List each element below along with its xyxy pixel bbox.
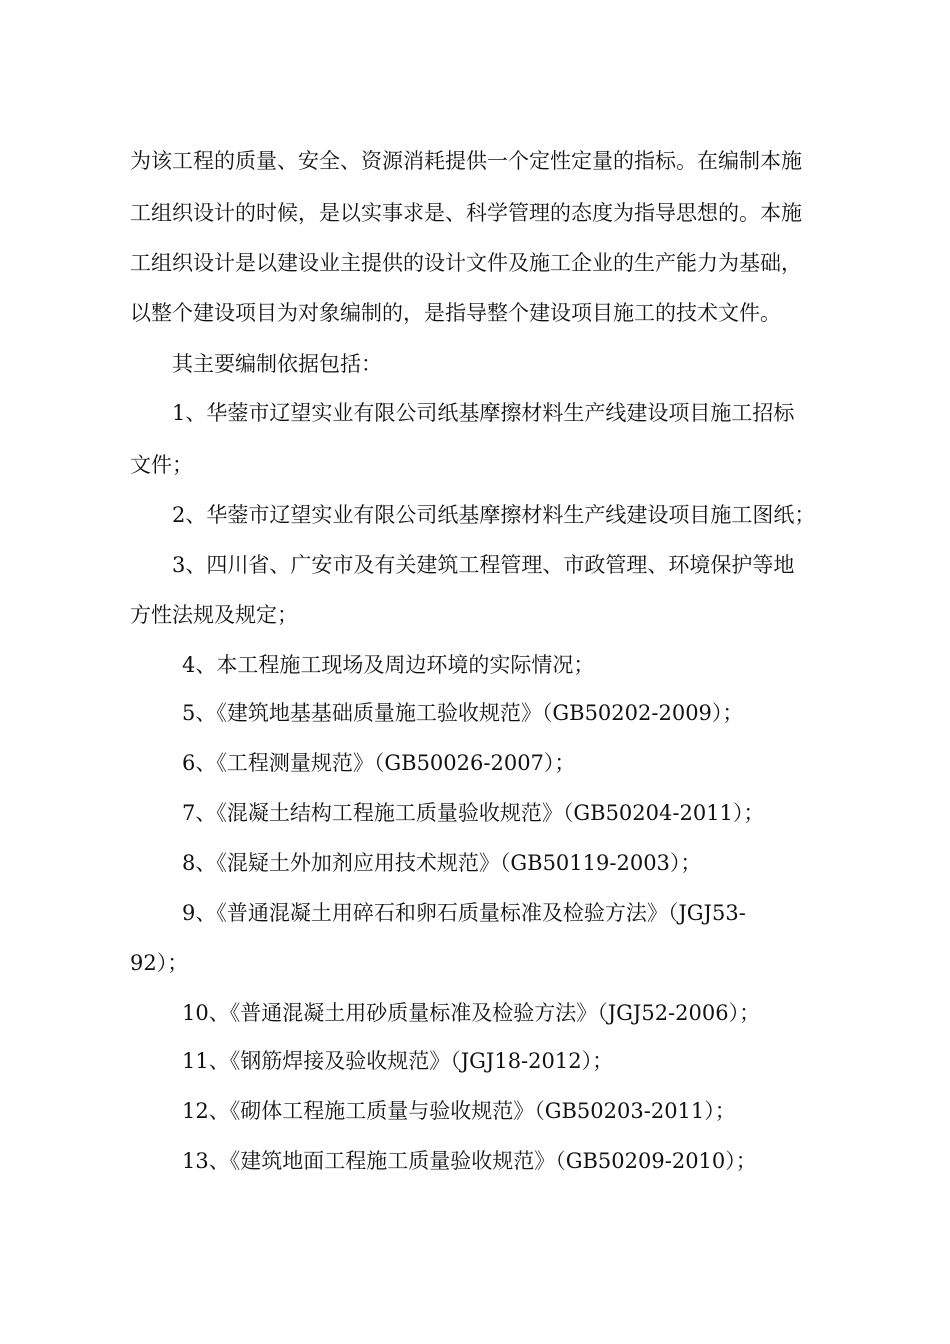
paragraph-line-4: 以整个建设项目为对象编制的，是指导整个建设项目施工的技术文件。 bbox=[130, 301, 781, 325]
basis-item-10: 10、《普通混凝土用砂质量标准及检验方法》（JGJ52-2006）； bbox=[182, 1001, 761, 1025]
basis-item-13: 13、《建筑地面工程施工质量验收规范》（GB50209-2010）； bbox=[182, 1149, 757, 1173]
basis-item-9-cont: 92）； bbox=[130, 951, 189, 975]
basis-item-8: 8、《混疑土外加剂应用技术规范》（GB50119-2003）； bbox=[182, 851, 702, 875]
basis-item-7: 7、《混凝土结构工程施工质量验收规范》（GB50204-2011）； bbox=[182, 801, 765, 825]
paragraph-line-1: 为该工程的质量、安全、资源消耗提供一个定性定量的指标。在编制本施 bbox=[130, 149, 802, 173]
basis-item-3: 3、四川省、广安市及有关建筑工程管理、市政管理、环境保护等地 bbox=[172, 553, 795, 577]
basis-item-6: 6、《工程测量规范》（GB50026-2007）； bbox=[182, 751, 576, 775]
basis-item-4: 4、本工程施工现场及周边环境的实际情况； bbox=[182, 653, 595, 677]
basis-item-3-cont: 方性法规及规定； bbox=[130, 603, 298, 627]
basis-item-11: 11、《钢筋焊接及验收规范》（JGJ18-2012）； bbox=[182, 1049, 614, 1073]
paragraph-line-2: 工组织设计的时候，是以实事求是、科学管理的态度为指导思想的。本施 bbox=[130, 201, 802, 225]
basis-item-1: 1、华蓥市辽望实业有限公司纸基摩擦材料生产线建设项目施工招标 bbox=[172, 401, 795, 425]
basis-item-2: 2、华蓥市辽望实业有限公司纸基摩擦材料生产线建设项目施工图纸； bbox=[172, 503, 816, 527]
basis-intro: 其主要编制依据包括： bbox=[172, 352, 382, 376]
basis-item-5: 5、《建筑地基基础质量施工验收规范》（GB50202-2009）； bbox=[182, 701, 744, 725]
basis-item-12: 12、《砌体工程施工质量与验收规范》（GB50203-2011）； bbox=[182, 1099, 736, 1123]
paragraph-line-3: 工组织设计是以建设业主提供的设计文件及施工企业的生产能力为基础， bbox=[130, 251, 802, 275]
basis-item-1-cont: 文件； bbox=[130, 453, 193, 477]
basis-item-9: 9、《普通混凝土用碎石和卵石质量标准及检验方法》（JGJ53- bbox=[182, 901, 746, 925]
